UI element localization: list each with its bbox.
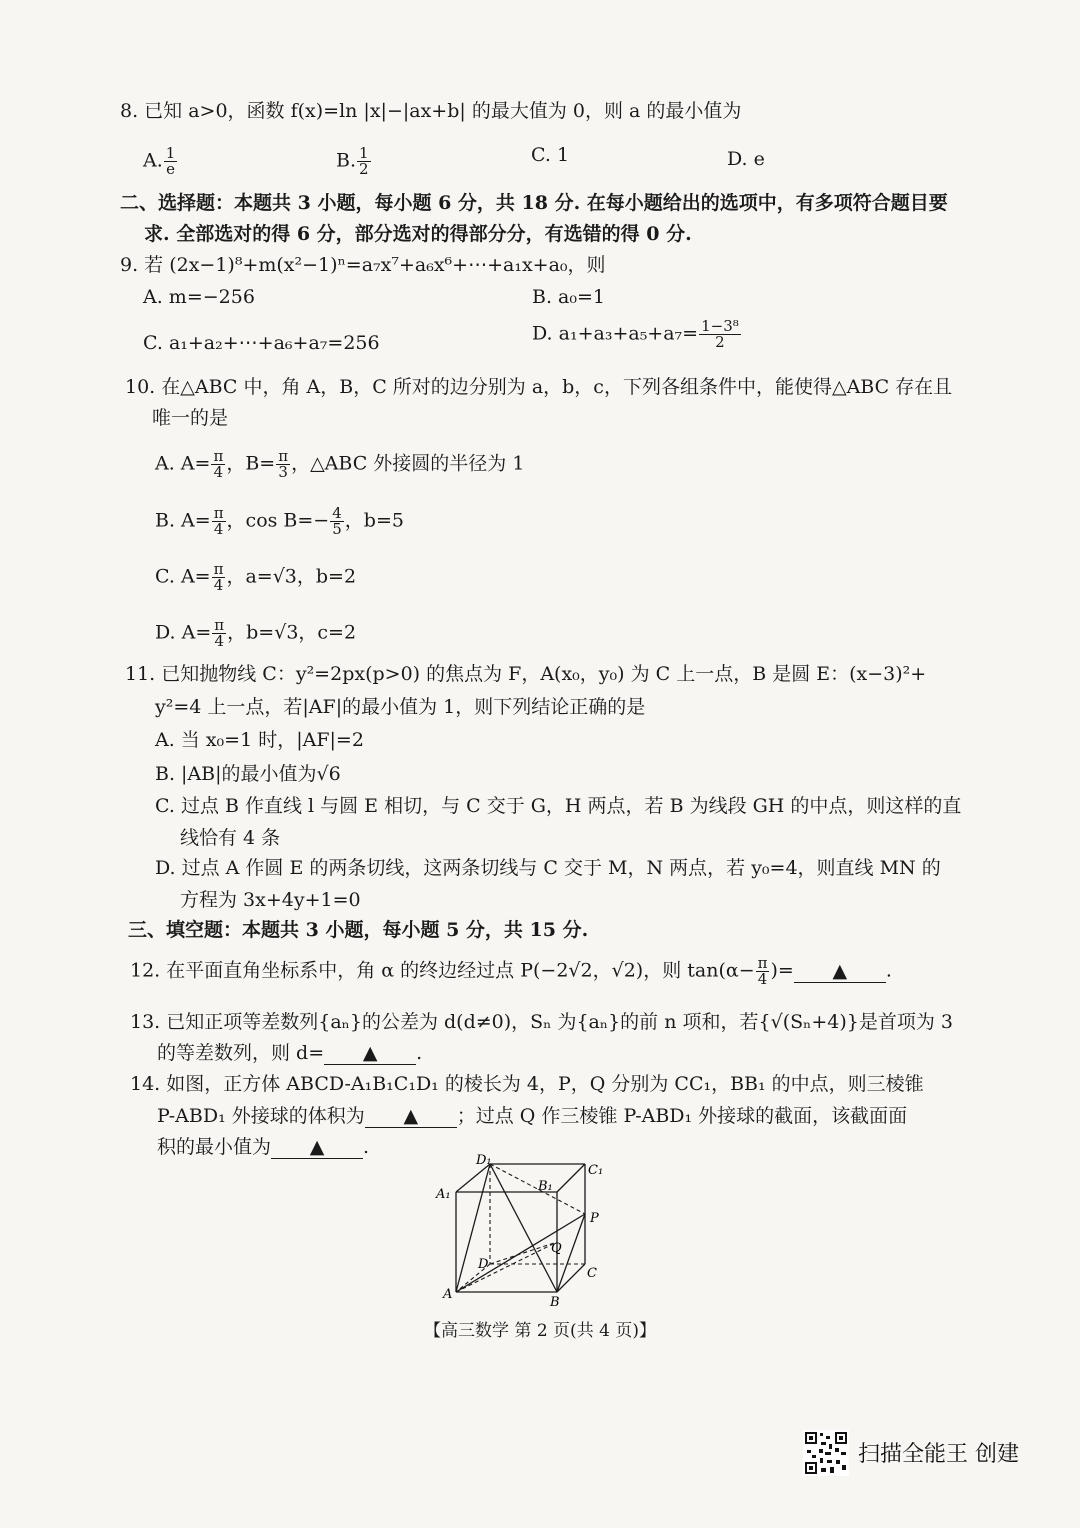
q10-stem-cont: 唯一的是 <box>152 407 229 429</box>
label-a: A <box>443 1287 453 1302</box>
section-2-heading: 二、选择题：本题共 3 小题，每小题 6 分，共 18 分. 在每小题给出的选项中，有多项符合题目要 <box>120 192 948 214</box>
label-d: D <box>478 1257 489 1272</box>
q14-answer-blank-2[interactable]: ▲ <box>271 1136 363 1159</box>
q10-option-c: C. A= $\frac{\pi}{4}$ ，a=√3，b=2 <box>155 560 357 594</box>
q10-stem: 10. 在△ABC 中，角 A，B，C 所对的边分别为 a，b，c，下列各组条件中，能使得△ABC 存在且 <box>125 376 953 398</box>
q9-option-a: A. m=−256 <box>143 286 255 308</box>
section-2-heading-cont: 求. 全部选对的得 6 分，部分选对的得部分分，有选错的得 0 分. <box>144 223 692 245</box>
q14-stem-cont: P-ABD₁ 外接球的体积为 ▲ ；过点 Q 作三棱锥 P-ABD₁ 外接球的截面，该截面面 <box>157 1105 908 1127</box>
q11-stem: 11. 已知抛物线 C：y²=2px(p>0) 的焦点为 F，A(x₀，y₀) 为 C 上一点，B 是圆 E：(x−3)²+ <box>125 663 927 685</box>
label-d1: D₁ <box>476 1153 492 1168</box>
cube-figure <box>430 1152 620 1312</box>
q8-option-a-label: A. <box>143 149 163 172</box>
label-b1: B₁ <box>538 1179 553 1194</box>
q13-answer-blank[interactable]: ▲ <box>324 1042 416 1065</box>
q11-option-c: C. 过点 B 作直线 l 与圆 E 相切，与 C 交于 G，H 两点，若 B 为线段 GH 的中点，则这样的直 <box>155 795 962 817</box>
label-b: B <box>550 1295 560 1310</box>
q11-option-c-cont: 线恰有 4 条 <box>180 827 281 849</box>
q12-stem: 12. 在平面直角坐标系中，角 α 的终边经过点 P(−2√2，√2)，则 tan(α− $\frac{\pi}{4}$ )= ▲ . <box>130 954 892 988</box>
q8-option-c: C. 1 <box>531 144 570 166</box>
label-q: Q <box>551 1241 562 1256</box>
page-footer: 【高三数学 第 2 页(共 4 页)】 <box>424 1321 656 1341</box>
q14-answer-blank-1[interactable]: ▲ <box>365 1105 457 1128</box>
q14-stem: 14. 如图，正方体 ABCD-A₁B₁C₁D₁ 的棱长为 4，P，Q 分别为 CC₁，BB₁ 的中点，则三棱锥 <box>130 1073 924 1095</box>
q14-stem-cont-2: 积的最小值为 ▲ . <box>157 1136 370 1158</box>
scanner-watermark: 扫描全能王 创建 <box>858 1442 1019 1467</box>
q13-stem-cont: 的等差数列，则 d= ▲ . <box>157 1042 423 1064</box>
q10-option-b: B. A= $\frac{\pi}{4}$ ，cos B=− $\frac{4}{5}$ ，b=5 <box>155 504 404 538</box>
q9-option-d: D. a₁+a₃+a₅+a₇= $\frac{\text{1−3⁸}}{2}$ <box>532 317 739 351</box>
q11-option-d-cont: 方程为 3x+4y+1=0 <box>180 889 361 911</box>
q11-option-a: A. 当 x₀=1 时，|AF|=2 <box>155 729 364 751</box>
q11-stem-cont: y²=4 上一点，若|AF|的最小值为 1，则下列结论正确的是 <box>155 696 646 718</box>
q11-option-d: D. 过点 A 作圆 E 的两条切线，这两条切线与 C 交于 M，N 两点，若 y₀=4，则直线 MN 的 <box>155 857 941 879</box>
q12-answer-blank[interactable]: ▲ <box>794 960 886 983</box>
label-c: C <box>587 1266 597 1281</box>
q10-option-d: D. A= $\frac{\pi}{4}$ ，b=√3，c=2 <box>155 616 357 650</box>
q8-option-b-fraction: $\frac{1}{2}$ <box>359 144 369 178</box>
q8-option-d: D. e <box>727 148 765 170</box>
q8-options <box>143 138 943 182</box>
label-a1: A₁ <box>436 1187 451 1202</box>
q8-stem: 8. 已知 a>0，函数 f(x)=ln |x|−|ax+b| 的最大值为 0，则 a 的最小值为 <box>120 100 742 122</box>
q8-option-b-label: B. <box>336 149 357 172</box>
q8-option-a-fraction: $\frac{1}{e}$ <box>165 144 176 178</box>
q11-option-b: B. |AB|的最小值为√6 <box>155 763 341 785</box>
q10-option-a: A. A= $\frac{\pi}{4}$ ，B= $\frac{\pi}{3}$ ，△ABC 外接圆的半径为 1 <box>155 447 525 481</box>
q9-option-c: C. a₁+a₂+⋯+a₆+a₇=256 <box>143 332 380 354</box>
qr-code-icon <box>803 1430 849 1476</box>
q13-stem: 13. 已知正项等差数列{aₙ}的公差为 d(d≠0)，Sₙ 为{aₙ}的前 n 项和，若{√(Sₙ+4)}是首项为 3 <box>130 1011 953 1033</box>
section-3-heading: 三、填空题：本题共 3 小题，每小题 5 分，共 15 分. <box>128 919 589 941</box>
label-p: P <box>590 1211 599 1226</box>
q9-option-b: B. a₀=1 <box>532 286 605 308</box>
label-c1: C₁ <box>588 1163 604 1178</box>
q9-stem: 9. 若 (2x−1)⁸+m(x²−1)ⁿ=a₇x⁷+a₆x⁶+⋯+a₁x+a₀，则 <box>120 254 606 276</box>
